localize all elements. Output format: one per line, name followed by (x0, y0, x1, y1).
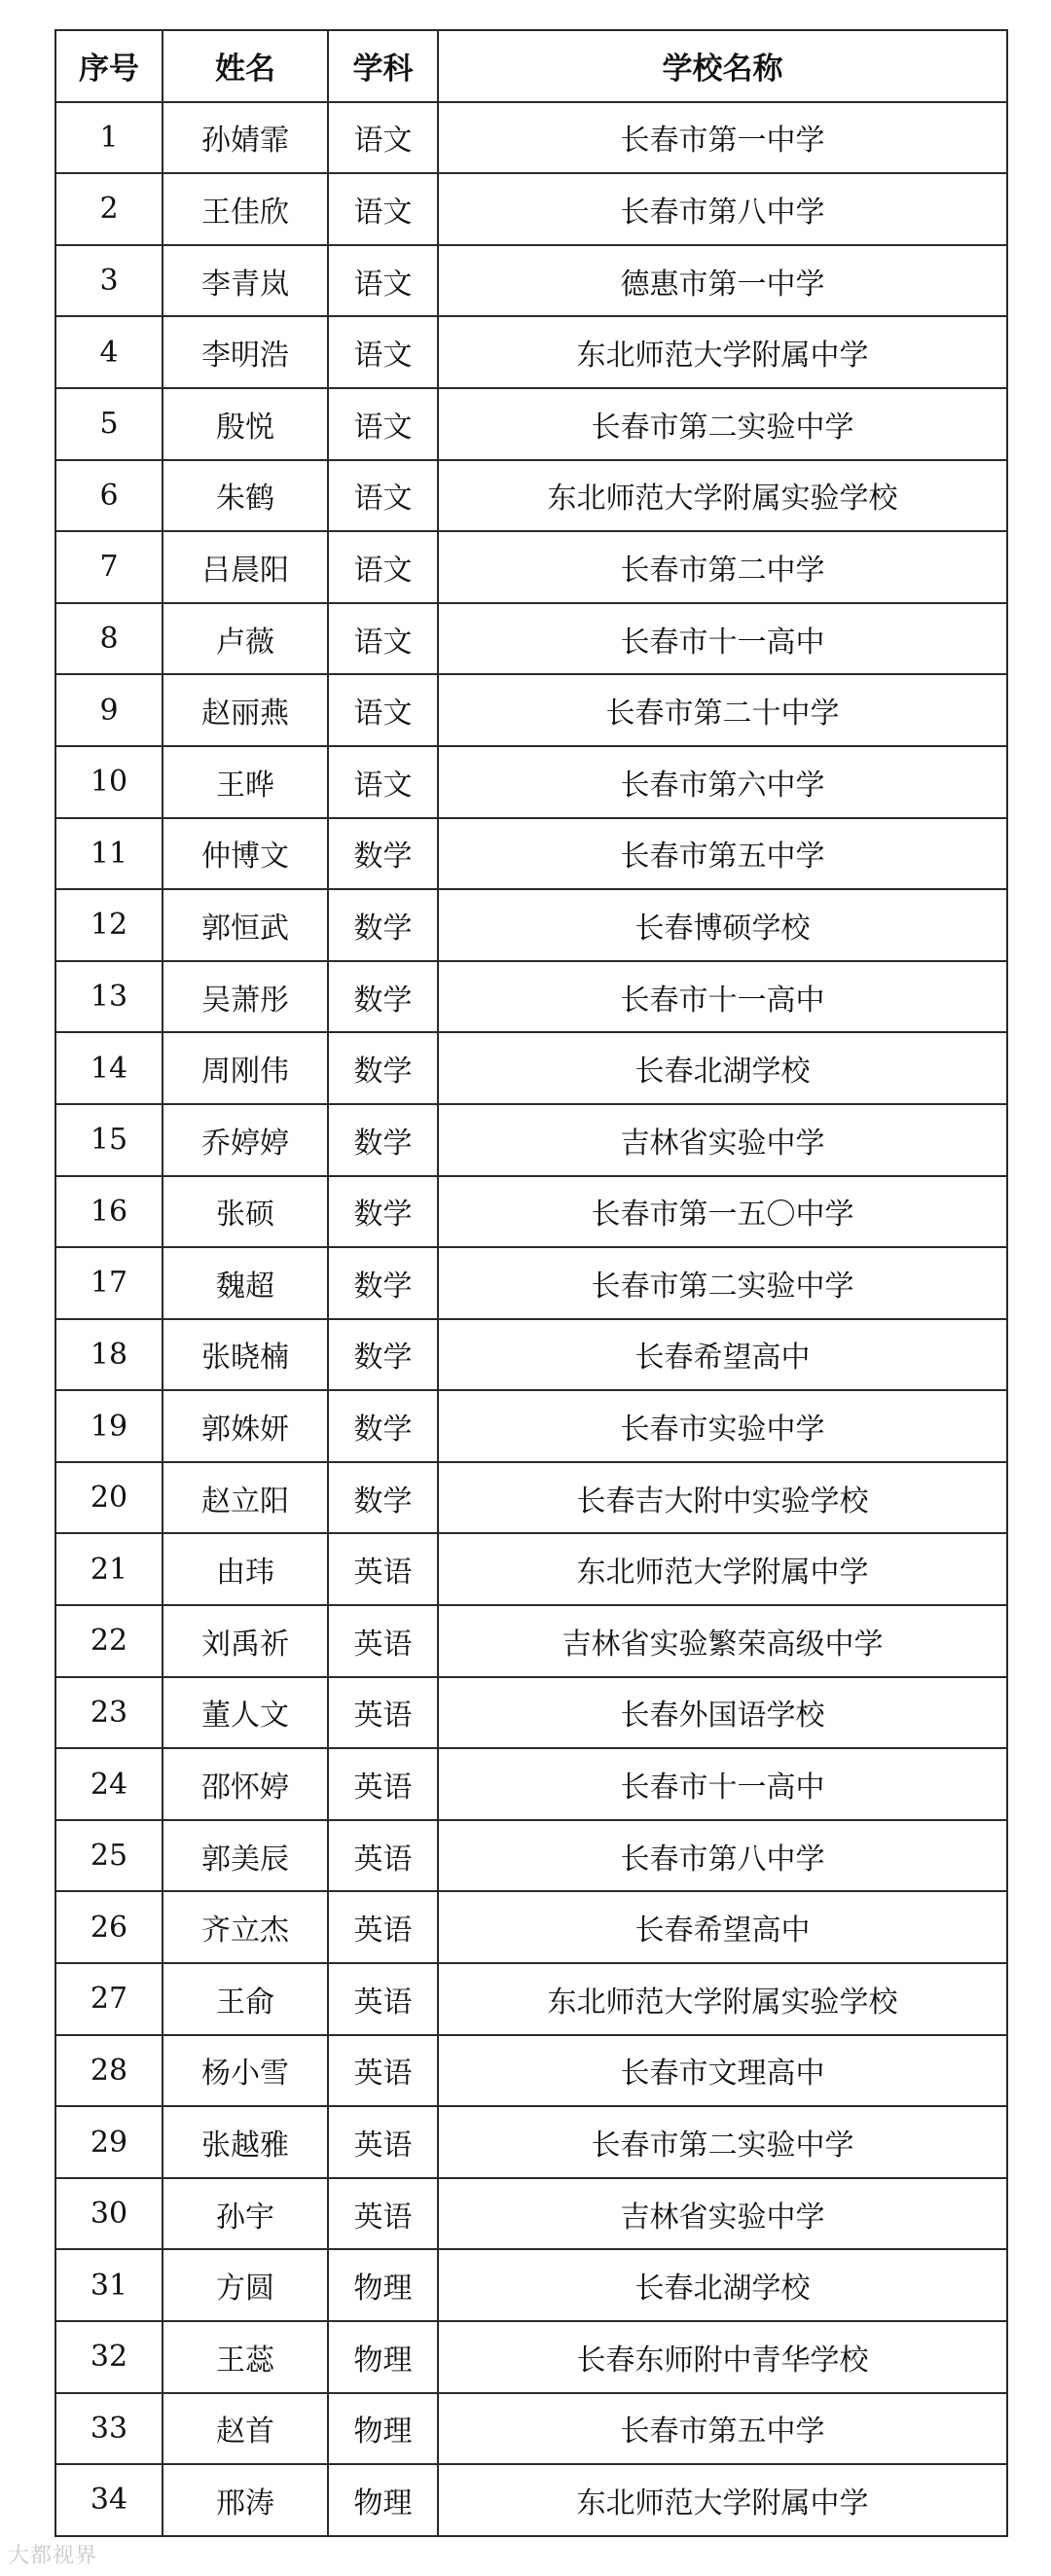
table-row (55, 1963, 1007, 2035)
cell-subject: 数学 (328, 1247, 438, 1319)
cell-subject: 语文 (328, 674, 438, 746)
cell-name: 殷悦 (163, 388, 328, 460)
table-row (55, 2035, 1007, 2107)
cell-serial-number: 9 (55, 674, 163, 746)
cell-subject: 数学 (328, 1319, 438, 1391)
table-row (55, 1605, 1007, 1677)
cell-name: 王俞 (163, 1963, 328, 2035)
cell-serial-number: 14 (55, 1032, 163, 1104)
header-name: 姓名 (163, 30, 328, 102)
cell-name: 郭恒武 (163, 889, 328, 961)
cell-subject: 英语 (328, 1748, 438, 1820)
cell-name: 周刚伟 (163, 1032, 328, 1104)
cell-subject: 数学 (328, 1104, 438, 1176)
cell-serial-number: 30 (55, 2178, 163, 2250)
cell-name: 邢涛 (163, 2464, 328, 2536)
cell-serial-number: 5 (55, 388, 163, 460)
table-header (55, 30, 1007, 102)
cell-serial-number: 10 (55, 746, 163, 818)
cell-name: 方圆 (163, 2249, 328, 2321)
cell-name: 郭美辰 (163, 1820, 328, 1892)
cell-subject: 数学 (328, 1176, 438, 1248)
cell-name: 张越雅 (163, 2106, 328, 2178)
cell-school-name: 长春市第二十中学 (438, 674, 1007, 746)
cell-serial-number: 25 (55, 1820, 163, 1892)
watermark-logo (8, 2539, 97, 2569)
cell-serial-number: 28 (55, 2035, 163, 2107)
cell-subject: 语文 (328, 388, 438, 460)
cell-name: 董人文 (163, 1677, 328, 1749)
table-row (55, 173, 1007, 245)
cell-school-name: 长春市第八中学 (438, 1820, 1007, 1892)
table-row (55, 1247, 1007, 1319)
cell-school-name: 长春市第二实验中学 (438, 2106, 1007, 2178)
table-row (55, 889, 1007, 961)
cell-subject: 语文 (328, 102, 438, 174)
cell-serial-number: 6 (55, 460, 163, 532)
header-subject: 学科 (328, 30, 438, 102)
table-row (55, 388, 1007, 460)
cell-subject: 语文 (328, 460, 438, 532)
cell-serial-number: 4 (55, 316, 163, 388)
cell-serial-number: 26 (55, 1891, 163, 1963)
cell-school-name: 长春吉大附中实验学校 (438, 1462, 1007, 1534)
header-row (55, 30, 1007, 102)
cell-name: 吕晨阳 (163, 531, 328, 603)
cell-school-name: 长春北湖学校 (438, 2249, 1007, 2321)
table-row (55, 2178, 1007, 2250)
table-row (55, 961, 1007, 1033)
cell-school-name: 吉林省实验繁荣高级中学 (438, 1605, 1007, 1677)
cell-serial-number: 11 (55, 818, 163, 890)
table-row (55, 674, 1007, 746)
cell-name: 由玮 (163, 1533, 328, 1605)
cell-serial-number: 17 (55, 1247, 163, 1319)
cell-school-name: 长春市第二实验中学 (438, 388, 1007, 460)
cell-school-name: 长春市第二实验中学 (438, 1247, 1007, 1319)
cell-school-name: 长春市第一中学 (438, 102, 1007, 174)
table-row (55, 531, 1007, 603)
cell-school-name: 东北师范大学附属实验学校 (438, 1963, 1007, 2035)
cell-serial-number: 19 (55, 1390, 163, 1462)
cell-subject: 语文 (328, 746, 438, 818)
cell-subject: 数学 (328, 1032, 438, 1104)
header-school-name: 学校名称 (438, 30, 1007, 102)
watermark-text: 大都视界 (8, 2544, 98, 2568)
cell-serial-number: 12 (55, 889, 163, 961)
table-row (55, 2321, 1007, 2393)
cell-subject: 英语 (328, 1677, 438, 1749)
cell-school-name: 东北师范大学附属实验学校 (438, 460, 1007, 532)
cell-serial-number: 2 (55, 173, 163, 245)
cell-school-name: 长春博硕学校 (438, 889, 1007, 961)
table-row (55, 1677, 1007, 1749)
table-row (55, 1820, 1007, 1892)
cell-subject: 语文 (328, 603, 438, 675)
cell-serial-number: 27 (55, 1963, 163, 2035)
cell-serial-number: 16 (55, 1176, 163, 1248)
cell-name: 王蕊 (163, 2321, 328, 2393)
cell-name: 齐立杰 (163, 1891, 328, 1963)
cell-subject: 物理 (328, 2464, 438, 2536)
cell-name: 乔婷婷 (163, 1104, 328, 1176)
cell-serial-number: 7 (55, 531, 163, 603)
table-row (55, 818, 1007, 890)
table-row (55, 1176, 1007, 1248)
table-row (55, 1104, 1007, 1176)
cell-serial-number: 24 (55, 1748, 163, 1820)
cell-serial-number: 1 (55, 102, 163, 174)
cell-name: 郭姝妍 (163, 1390, 328, 1462)
cell-school-name: 长春市十一高中 (438, 1748, 1007, 1820)
cell-school-name: 吉林省实验中学 (438, 1104, 1007, 1176)
cell-serial-number: 31 (55, 2249, 163, 2321)
cell-school-name: 长春市第六中学 (438, 746, 1007, 818)
cell-school-name: 长春外国语学校 (438, 1677, 1007, 1749)
cell-subject: 物理 (328, 2393, 438, 2465)
cell-school-name: 长春市文理高中 (438, 2035, 1007, 2107)
cell-name: 朱鹤 (163, 460, 328, 532)
table-row (55, 746, 1007, 818)
cell-school-name: 长春市十一高中 (438, 961, 1007, 1033)
cell-school-name: 长春北湖学校 (438, 1032, 1007, 1104)
cell-name: 孙婧霏 (163, 102, 328, 174)
table-row (55, 1319, 1007, 1391)
cell-serial-number: 33 (55, 2393, 163, 2465)
table-row (55, 1748, 1007, 1820)
cell-name: 李青岚 (163, 245, 328, 317)
cell-school-name: 长春希望高中 (438, 1319, 1007, 1391)
cell-subject: 英语 (328, 1891, 438, 1963)
table-row (55, 1533, 1007, 1605)
cell-subject: 语文 (328, 245, 438, 317)
teacher-list-table (54, 29, 1008, 2537)
cell-name: 吴萧彤 (163, 961, 328, 1033)
table-row (55, 102, 1007, 174)
cell-name: 李明浩 (163, 316, 328, 388)
cell-serial-number: 32 (55, 2321, 163, 2393)
cell-serial-number: 22 (55, 1605, 163, 1677)
cell-name: 王佳欣 (163, 173, 328, 245)
cell-serial-number: 29 (55, 2106, 163, 2178)
cell-subject: 英语 (328, 1605, 438, 1677)
cell-school-name: 长春市第二中学 (438, 531, 1007, 603)
cell-name: 张晓楠 (163, 1319, 328, 1391)
table-row (55, 1891, 1007, 1963)
cell-name: 杨小雪 (163, 2035, 328, 2107)
table-row (55, 2106, 1007, 2178)
cell-subject: 英语 (328, 2035, 438, 2107)
cell-name: 仲博文 (163, 818, 328, 890)
cell-school-name: 长春市十一高中 (438, 603, 1007, 675)
cell-subject: 物理 (328, 2249, 438, 2321)
cell-subject: 语文 (328, 173, 438, 245)
cell-subject: 数学 (328, 818, 438, 890)
cell-name: 刘禹祈 (163, 1605, 328, 1677)
cell-subject: 数学 (328, 961, 438, 1033)
cell-subject: 数学 (328, 1462, 438, 1534)
table-row (55, 2464, 1007, 2536)
cell-serial-number: 15 (55, 1104, 163, 1176)
cell-subject: 英语 (328, 1820, 438, 1892)
cell-school-name: 长春市实验中学 (438, 1390, 1007, 1462)
cell-name: 魏超 (163, 1247, 328, 1319)
cell-subject: 英语 (328, 1963, 438, 2035)
table-row (55, 2393, 1007, 2465)
table-body (55, 102, 1007, 2536)
table-row (55, 245, 1007, 317)
cell-subject: 物理 (328, 2321, 438, 2393)
cell-name: 王晔 (163, 746, 328, 818)
table-row (55, 603, 1007, 675)
cell-subject: 语文 (328, 531, 438, 603)
cell-school-name: 东北师范大学附属中学 (438, 2464, 1007, 2536)
cell-name: 孙宇 (163, 2178, 328, 2250)
cell-school-name: 长春市第八中学 (438, 173, 1007, 245)
cell-school-name: 吉林省实验中学 (438, 2178, 1007, 2250)
cell-name: 张硕 (163, 1176, 328, 1248)
table-row (55, 316, 1007, 388)
table-row (55, 1462, 1007, 1534)
cell-subject: 英语 (328, 1533, 438, 1605)
cell-school-name: 长春东师附中青华学校 (438, 2321, 1007, 2393)
cell-subject: 数学 (328, 1390, 438, 1462)
table-row (55, 2249, 1007, 2321)
header-serial-number: 序号 (55, 30, 163, 102)
cell-subject: 语文 (328, 316, 438, 388)
cell-name: 赵丽燕 (163, 674, 328, 746)
table-row (55, 1032, 1007, 1104)
cell-serial-number: 23 (55, 1677, 163, 1749)
cell-serial-number: 8 (55, 603, 163, 675)
cell-subject: 英语 (328, 2106, 438, 2178)
cell-serial-number: 13 (55, 961, 163, 1033)
cell-school-name: 长春希望高中 (438, 1891, 1007, 1963)
table-row (55, 460, 1007, 532)
cell-name: 卢薇 (163, 603, 328, 675)
cell-serial-number: 20 (55, 1462, 163, 1534)
cell-subject: 数学 (328, 889, 438, 961)
cell-serial-number: 18 (55, 1319, 163, 1391)
cell-school-name: 德惠市第一中学 (438, 245, 1007, 317)
cell-subject: 英语 (328, 2178, 438, 2250)
cell-school-name: 长春市第五中学 (438, 2393, 1007, 2465)
table-row (55, 1390, 1007, 1462)
cell-serial-number: 3 (55, 245, 163, 317)
cell-serial-number: 21 (55, 1533, 163, 1605)
cell-name: 赵立阳 (163, 1462, 328, 1534)
cell-school-name: 东北师范大学附属中学 (438, 1533, 1007, 1605)
cell-name: 邵怀婷 (163, 1748, 328, 1820)
cell-school-name: 长春市第五中学 (438, 818, 1007, 890)
cell-name: 赵首 (163, 2393, 328, 2465)
cell-serial-number: 34 (55, 2464, 163, 2536)
cell-school-name: 长春市第一五〇中学 (438, 1176, 1007, 1248)
cell-school-name: 东北师范大学附属中学 (438, 316, 1007, 388)
